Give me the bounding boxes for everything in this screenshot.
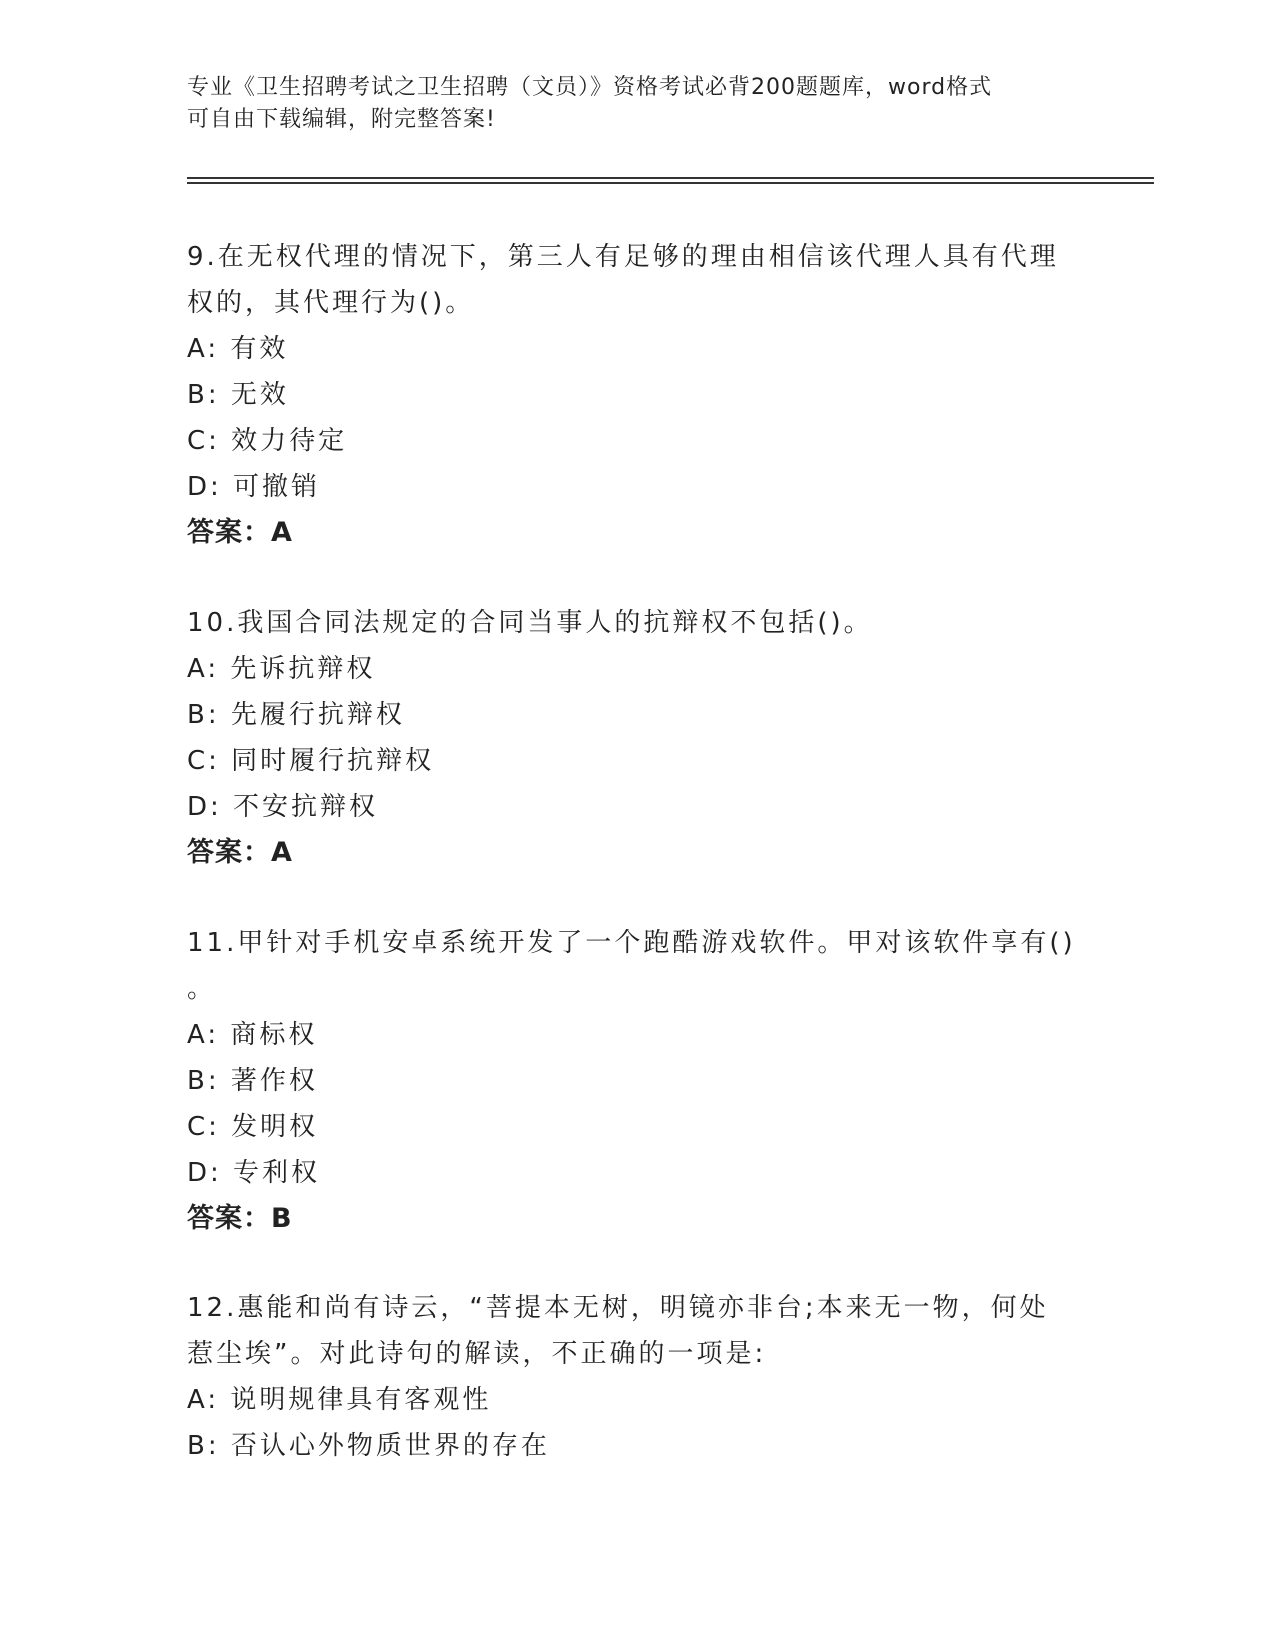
option-b: B: 否认心外物质世界的存在 bbox=[187, 1431, 550, 1461]
stem-line: 12.惠能和尚有诗云，“菩提本无树，明镜亦非台;本来无一物，何处 bbox=[187, 1293, 1049, 1323]
option-a: A: 有效 bbox=[187, 334, 289, 364]
header-line-1: 专业《卫生招聘考试之卫生招聘（文员）》资格考试必背200题题库，word格式 bbox=[187, 75, 993, 100]
option-d: D: 可撤销 bbox=[187, 472, 321, 502]
question-stem bbox=[187, 1285, 1087, 1377]
question-10 bbox=[187, 600, 1087, 876]
header-divider-bottom bbox=[187, 182, 1154, 184]
stem-line: 惹尘埃”。对此诗句的解读，不正确的一项是: bbox=[187, 1339, 767, 1369]
answer-line: 答案：B bbox=[187, 1203, 293, 1234]
option-a: A: 先诉抗辩权 bbox=[187, 654, 376, 684]
question-9 bbox=[187, 234, 1087, 556]
question-stem bbox=[187, 920, 1087, 1012]
answer-line: 答案：A bbox=[187, 517, 293, 548]
option-b: B: 著作权 bbox=[187, 1066, 318, 1096]
question-stem bbox=[187, 600, 1087, 646]
question-12 bbox=[187, 1285, 1087, 1469]
stem-line: 11.甲针对手机安卓系统开发了一个跑酷游戏软件。甲对该软件享有() bbox=[187, 928, 1076, 958]
option-b: B: 先履行抗辩权 bbox=[187, 700, 405, 730]
header-line-2: 可自由下载编辑，附完整答案! bbox=[187, 107, 496, 132]
option-a: A: 说明规律具有客观性 bbox=[187, 1385, 492, 1415]
answer-line: 答案：A bbox=[187, 837, 293, 868]
option-a: A: 商标权 bbox=[187, 1020, 318, 1050]
option-c: C: 发明权 bbox=[187, 1112, 319, 1142]
stem-line: 。 bbox=[187, 974, 217, 1004]
option-b: B: 无效 bbox=[187, 380, 289, 410]
stem-line: 权的，其代理行为()。 bbox=[187, 288, 475, 318]
option-d: D: 专利权 bbox=[187, 1158, 321, 1188]
stem-line: 9.在无权代理的情况下，第三人有足够的理由相信该代理人具有代理 bbox=[187, 242, 1059, 272]
header-divider-top bbox=[187, 177, 1154, 179]
option-c: C: 效力待定 bbox=[187, 426, 348, 456]
document-header bbox=[187, 72, 1087, 136]
stem-line: 10.我国合同法规定的合同当事人的抗辩权不包括()。 bbox=[187, 608, 873, 638]
option-c: C: 同时履行抗辩权 bbox=[187, 746, 435, 776]
question-11 bbox=[187, 920, 1087, 1242]
option-d: D: 不安抗辩权 bbox=[187, 792, 379, 822]
question-stem bbox=[187, 234, 1087, 326]
